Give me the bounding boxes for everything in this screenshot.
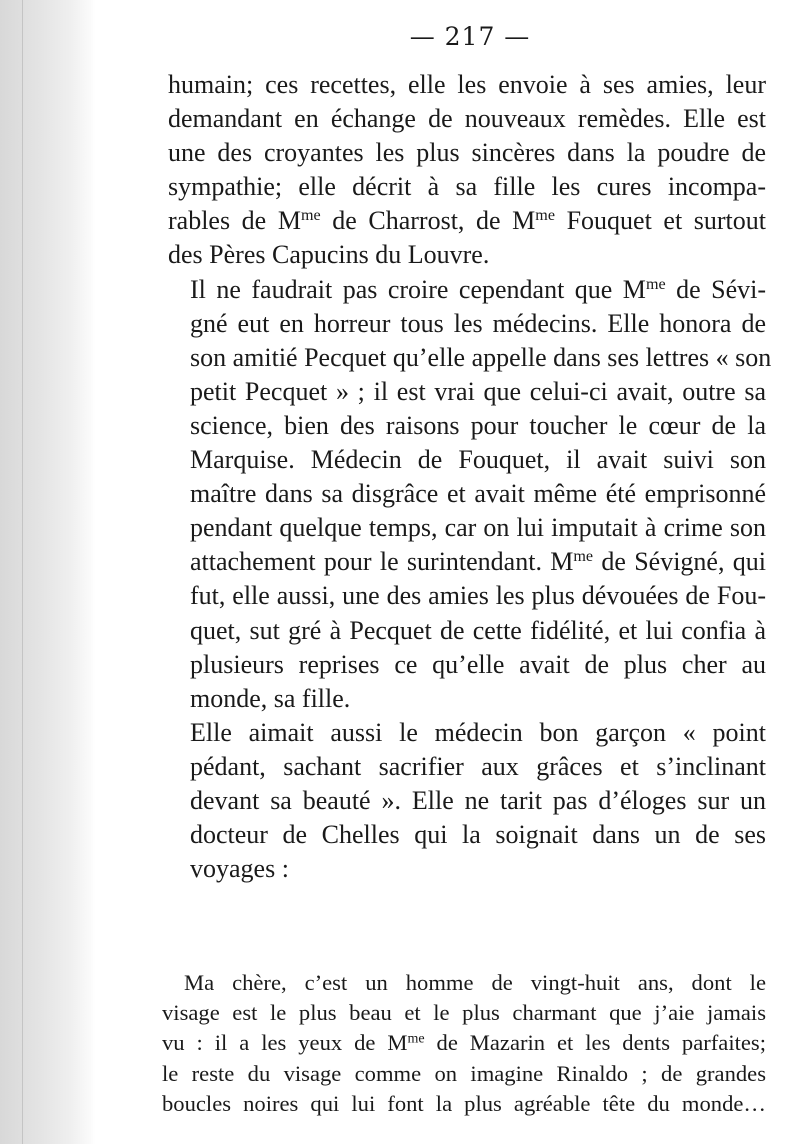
paragraph-2 (168, 273, 772, 716)
quote-line: visage est le plus beau et le plus charmant que j’aie jamais (162, 1000, 766, 1026)
body-text (168, 68, 772, 886)
text-line: Elle aimait aussi le médecin bon garçon « point (190, 717, 766, 747)
text-line: monde, sa fille. (190, 683, 351, 713)
superscript-abbrev: me (407, 1031, 425, 1047)
text-line: sympathie; elle décrit à sa fille les cures incompa- (168, 172, 766, 202)
superscript-abbrev: me (645, 275, 666, 293)
text-line: voyages : (190, 854, 289, 884)
text-line: quet, sut gré à Pecquet de cette fidélité, et lui confia à (190, 615, 766, 645)
text-line: pédant, sachant sacrifier aux grâces et s’inclinant (190, 751, 766, 781)
text-line: petit Pecquet » ; il est vrai que celui-ci avait, outre sa (190, 376, 766, 406)
quoted-letter-excerpt (162, 968, 766, 1119)
text-line: demandant en échange de nouveaux remèdes. Elle est (168, 104, 766, 134)
text-line: Il ne faudrait pas croire cependant que $M^{me}$ de Sévi- (190, 274, 767, 304)
text-line: pendant quelque temps, car on lui imputait à crime son (190, 513, 766, 543)
quote-line: le reste du visage comme on imagine Rinaldo ; de grandes (162, 1060, 766, 1086)
page-number: — 217 — (409, 22, 531, 51)
text-line: fut, elle aussi, une des amies les plus dévouées de Fou- (190, 581, 766, 611)
text-line: attachement pour le surintendant. $M^{me}$ de Sévigné, qui (190, 547, 766, 577)
quote-paragraph (162, 968, 766, 1119)
quote-line: Ma chère, c’est un homme de vingt-huit ans, dont le (184, 970, 766, 995)
text-line: humain; ces recettes, elle les envoie à ses amies, leur (168, 70, 766, 99)
text-line: son amitié Pecquet qu’elle appelle dans ses lettres « son (190, 342, 772, 372)
paragraph-1 (168, 68, 766, 273)
quote-line: vu : il a les yeux de $M^{me}$ de Mazarin et les dents parfaites; (162, 1030, 766, 1056)
superscript-abbrev: me (300, 207, 321, 225)
text-line: science, bien des raisons pour toucher le cœur de la (190, 410, 766, 440)
superscript-abbrev: me (535, 207, 555, 225)
text-line: une des croyantes les plus sincères dans la poudre de (168, 138, 766, 168)
binding-edge-line (22, 0, 23, 1144)
binding-gutter-shadow (0, 0, 95, 1144)
text-line: devant sa beauté ». Elle ne tarit pas d’éloges sur un (190, 785, 766, 815)
text-line: maître dans sa disgrâce et avait même été emprisonné (190, 479, 766, 509)
text-line: gné eut en horreur tous les médecins. Elle honora de (190, 308, 766, 338)
text-line: Marquise. Médecin de Fouquet, il avait suivi son (190, 445, 766, 475)
paragraph-3 (168, 716, 766, 886)
quote-line: boucles noires qui lui font la plus agréable tête du monde… (162, 1090, 766, 1116)
text-line: rables de $M^{me}$ de Charrost, de $M^{me}$ Fouquet et surtout (168, 206, 766, 236)
text-line: des Pères Capucins du Louvre. (168, 240, 490, 270)
superscript-abbrev: me (573, 548, 594, 566)
text-line: docteur de Chelles qui la soignait dans un de ses (190, 820, 766, 850)
text-line: plusieurs reprises ce qu’elle avait de plus cher au (190, 649, 766, 679)
